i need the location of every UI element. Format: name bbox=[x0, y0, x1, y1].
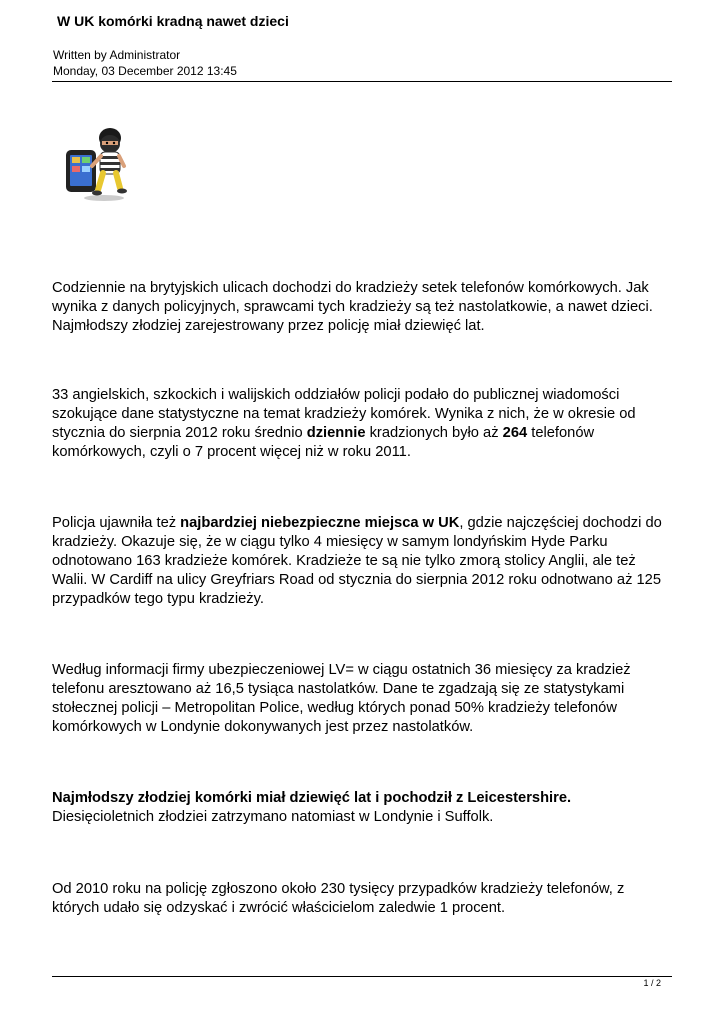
date-line: Monday, 03 December 2012 13:45 bbox=[53, 64, 237, 78]
thief-with-phone-icon bbox=[64, 126, 130, 202]
paragraph-2-text-a: 33 angielskich, szkockich i walijskich oddziałów policji podało do publicznej wiadomości szokujące dane statystyczne na temat kradzieży komórek. Wynika z nich, że w okresie od stycznia do sierpnia 2012 roku średnio bbox=[52, 387, 636, 441]
paragraph-2-bold-count: 264 bbox=[502, 425, 528, 441]
page-number: 1 / 2 bbox=[643, 978, 661, 988]
paragraph-4: Według informacji firmy ubezpieczeniowej LV= w ciągu ostatnich 36 miesięcy za kradzież telefonu aresztowano aż 16,5 tysiąca nastolatków. Dane te zgadzają się ze statystykami stołecznej policji – Metropolitan Police, według których ponad 50% kradzieży telefonów komórkowych w Londynie dokonywanych jest przez nastolatków. bbox=[52, 662, 631, 735]
paragraph-2-text-b: kradzionych było aż bbox=[365, 425, 503, 441]
paragraph-1: Codziennie na brytyjskich ulicach dochodzi do kradzieży setek telefonów komórkowych. Jak wynika z danych policyjnych, sprawcami tych kradzieży są też nastolatkowie, a nawet dzieci. Najmłodszy złodziej zarejestrowany przez policję miał dziewięć lat. bbox=[52, 280, 653, 334]
paragraph-2 bbox=[52, 386, 674, 462]
paragraph-3 bbox=[52, 514, 674, 609]
paragraph-3-text-a: Policja ujawniła też bbox=[52, 515, 181, 531]
paragraph-3-text-b: , gdzie najczęściej dochodzi do kradzieży. Okazuje się, że w ciągu tylko 4 miesięcy w samym londyńskim Hyde Parku odnotowano 163 kradzieże komórek. Kradzieże te są nie tylko zmorą stolicy Anglii, ale też Walii. W Cardiff na ulicy Greyfriars Road od stycznia do sierpnia 2012 roku odnotwano aż 125 przypadków tego typu kradzieży. bbox=[52, 515, 662, 607]
article-meta bbox=[53, 47, 237, 79]
paragraph-5-text: Diesięcioletnich złodziei zatrzymano natomiast w Londynie i Suffolk. bbox=[52, 809, 494, 825]
paragraph-6: Od 2010 roku na policję zgłoszono około 230 tysięcy przypadków kradzieży telefonów, z których udało się odzyskać i zwrócić właścicielom zaledwie 1 procent. bbox=[52, 881, 625, 916]
paragraph-2-text-c: telefonów komórkowych, czyli o 7 procent więcej niż w roku 2011. bbox=[52, 425, 595, 460]
paragraph-2-bold-daily: dziennie bbox=[306, 425, 366, 441]
paragraph-3-bold: najbardziej niebezpieczne miejsca w UK bbox=[180, 515, 460, 531]
paragraph-5-bold: Najmłodszy złodziej komórki miał dziewięć lat i pochodził z Leicestershire. bbox=[52, 790, 572, 806]
footer-divider bbox=[52, 976, 672, 977]
author-line: Written by Administrator bbox=[53, 48, 181, 62]
header-divider bbox=[52, 81, 672, 82]
article-title: W UK komórki kradną nawet dzieci bbox=[57, 13, 289, 29]
paragraph-5 bbox=[52, 789, 674, 827]
